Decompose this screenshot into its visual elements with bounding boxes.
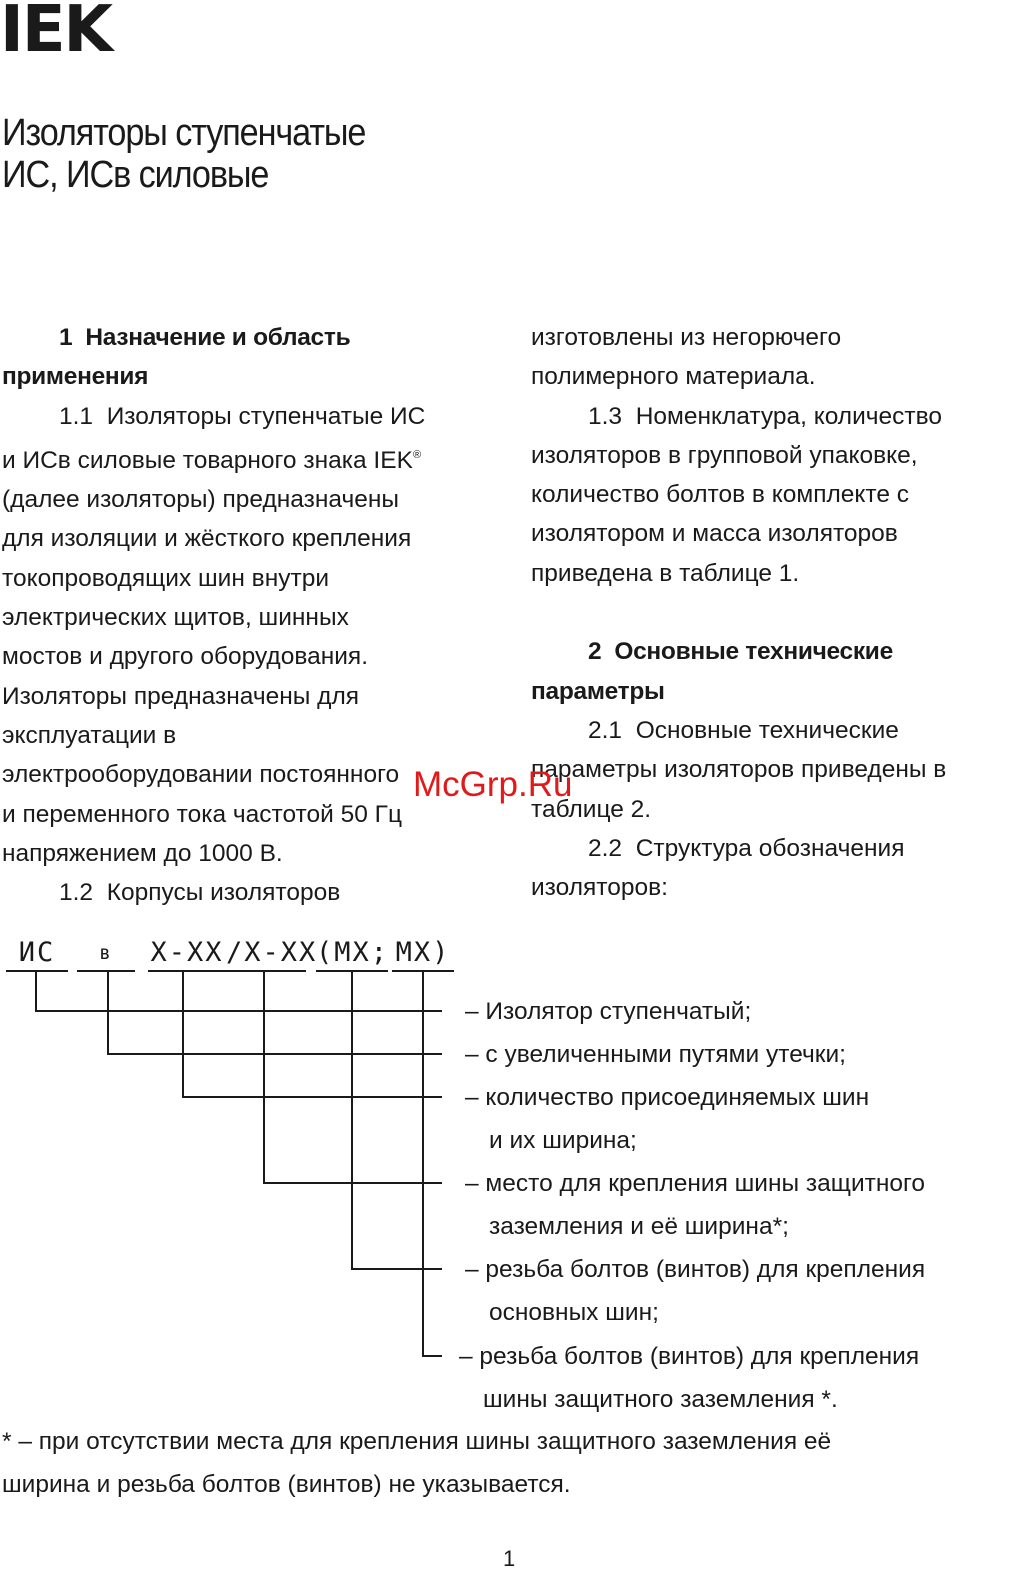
para-1-1-line: для изоляции и жёсткого крепления	[2, 525, 412, 553]
title-line-2: ИС, ИСв силовые	[2, 154, 269, 196]
section-1-heading-cont: применения	[2, 363, 149, 391]
code-segment-thread-ground: МХ)	[392, 936, 454, 972]
connector-line	[107, 1053, 442, 1055]
connector-line	[422, 1355, 442, 1357]
connector-line	[263, 1182, 442, 1184]
connector-line	[182, 972, 184, 1098]
legend-item	[465, 1162, 925, 1248]
footnote-line: * – при отсутствии места для крепления шины защитного заземления её	[2, 1428, 832, 1455]
para-1-1-line: электрических щитов, шинных	[2, 604, 349, 632]
registered-mark: ®	[412, 448, 422, 461]
section-2-heading: 2 Основные технические	[588, 638, 893, 666]
para-2-2-line: изоляторов:	[531, 874, 668, 902]
spacer	[531, 593, 1028, 632]
para-1-1-line: эксплуатации в	[2, 721, 177, 749]
para-1-2-line: изготовлены из негорючего	[531, 324, 842, 351]
para-1-1-line: Изоляторы предназначены для	[2, 682, 360, 710]
para-2-1-line: параметры изоляторов приведены в	[531, 756, 947, 784]
para-1-3-line: количество болтов в комплекте с	[531, 481, 910, 509]
legend-item	[465, 1248, 925, 1334]
section-1-heading: 1 Назначение и область	[59, 324, 351, 351]
footnote-line: ширина и резьба болтов (винтов) не указывается.	[2, 1471, 571, 1498]
connector-line	[107, 972, 109, 1055]
footnote	[2, 1420, 1022, 1506]
para-1-3-line: приведена в таблице 1.	[531, 559, 800, 587]
legend-text-cont: и их ширина;	[489, 1127, 637, 1154]
legend-text: – с увеличенными путями утечки;	[465, 1041, 846, 1068]
title-line-1: Изоляторы ступенчатые	[2, 112, 366, 154]
legend-text-cont: заземления и её ширина*;	[489, 1213, 789, 1240]
para-1-1-line: мостов и другого оборудования.	[2, 643, 369, 671]
legend-item	[465, 990, 751, 1033]
right-column	[531, 318, 1028, 907]
para-1-3-first: 1.3 Номенклатура, количество	[588, 402, 943, 430]
code-segment-thread-main: (МХ;	[316, 936, 388, 972]
code-segment-ground: /Х-ХХ	[226, 936, 306, 972]
section-2-heading-cont: параметры	[531, 677, 665, 705]
para-1-1-line: и переменного тока частотой 50 Гц	[2, 800, 402, 828]
connector-line	[351, 1268, 442, 1270]
brand-logo: IEK	[0, 0, 112, 67]
connector-line	[35, 972, 37, 1012]
legend-item	[459, 1335, 919, 1421]
legend-text: – место для крепления шины защитного	[465, 1170, 926, 1197]
para-1-3-line: изолятором и масса изоляторов	[531, 520, 898, 548]
connector-line	[422, 972, 424, 1357]
code-segment-buses: Х-ХХ	[148, 936, 226, 972]
para-2-2-first: 2.2 Структура обозначения	[588, 834, 905, 862]
para-1-1-line: токопроводящих шин внутри	[2, 564, 330, 592]
para-1-1-line: (далее изоляторы) предназначены	[2, 486, 400, 514]
connector-line	[182, 1096, 442, 1098]
para-2-1-first: 2.1 Основные технические	[588, 716, 899, 744]
legend-text-cont: основных шин;	[489, 1299, 659, 1326]
legend-text-cont: шины защитного заземления *.	[483, 1386, 838, 1413]
para-1-1-first: 1.1 Изоляторы ступенчатые ИС	[59, 402, 426, 430]
connector-line	[351, 972, 353, 1270]
code-segment-v: в	[77, 936, 135, 972]
left-column	[2, 318, 492, 912]
legend-text: – количество присоединяемых шин	[465, 1084, 870, 1111]
watermark: McGrp.Ru	[413, 765, 573, 804]
legend-text: – Изолятор ступенчатый;	[465, 998, 752, 1025]
connector-line	[263, 972, 265, 1184]
connector-line	[35, 1010, 442, 1012]
legend-item	[465, 1033, 846, 1076]
legend-text: – резьба болтов (винтов) для крепления	[459, 1343, 920, 1370]
para-1-1-line: напряжением до 1000 В.	[2, 839, 283, 867]
code-segment-is: ИС	[6, 936, 68, 972]
para-2-1-line: таблице 2.	[531, 795, 652, 823]
para-1-2-line: полимерного материала.	[531, 363, 816, 391]
legend-text: – резьба болтов (винтов) для крепления	[465, 1256, 926, 1283]
para-1-2-first: 1.2 Корпусы изоляторов	[59, 879, 341, 907]
para-1-3-line: изоляторов в групповой упаковке,	[531, 441, 918, 469]
para-1-1-line: и ИСв силовые товарного знака IEK®	[2, 446, 422, 474]
document-title	[2, 112, 365, 196]
para-1-1-line: электрооборудовании постоянного	[2, 761, 400, 789]
legend-item	[465, 1076, 869, 1162]
page-number: 1	[503, 1546, 516, 1571]
